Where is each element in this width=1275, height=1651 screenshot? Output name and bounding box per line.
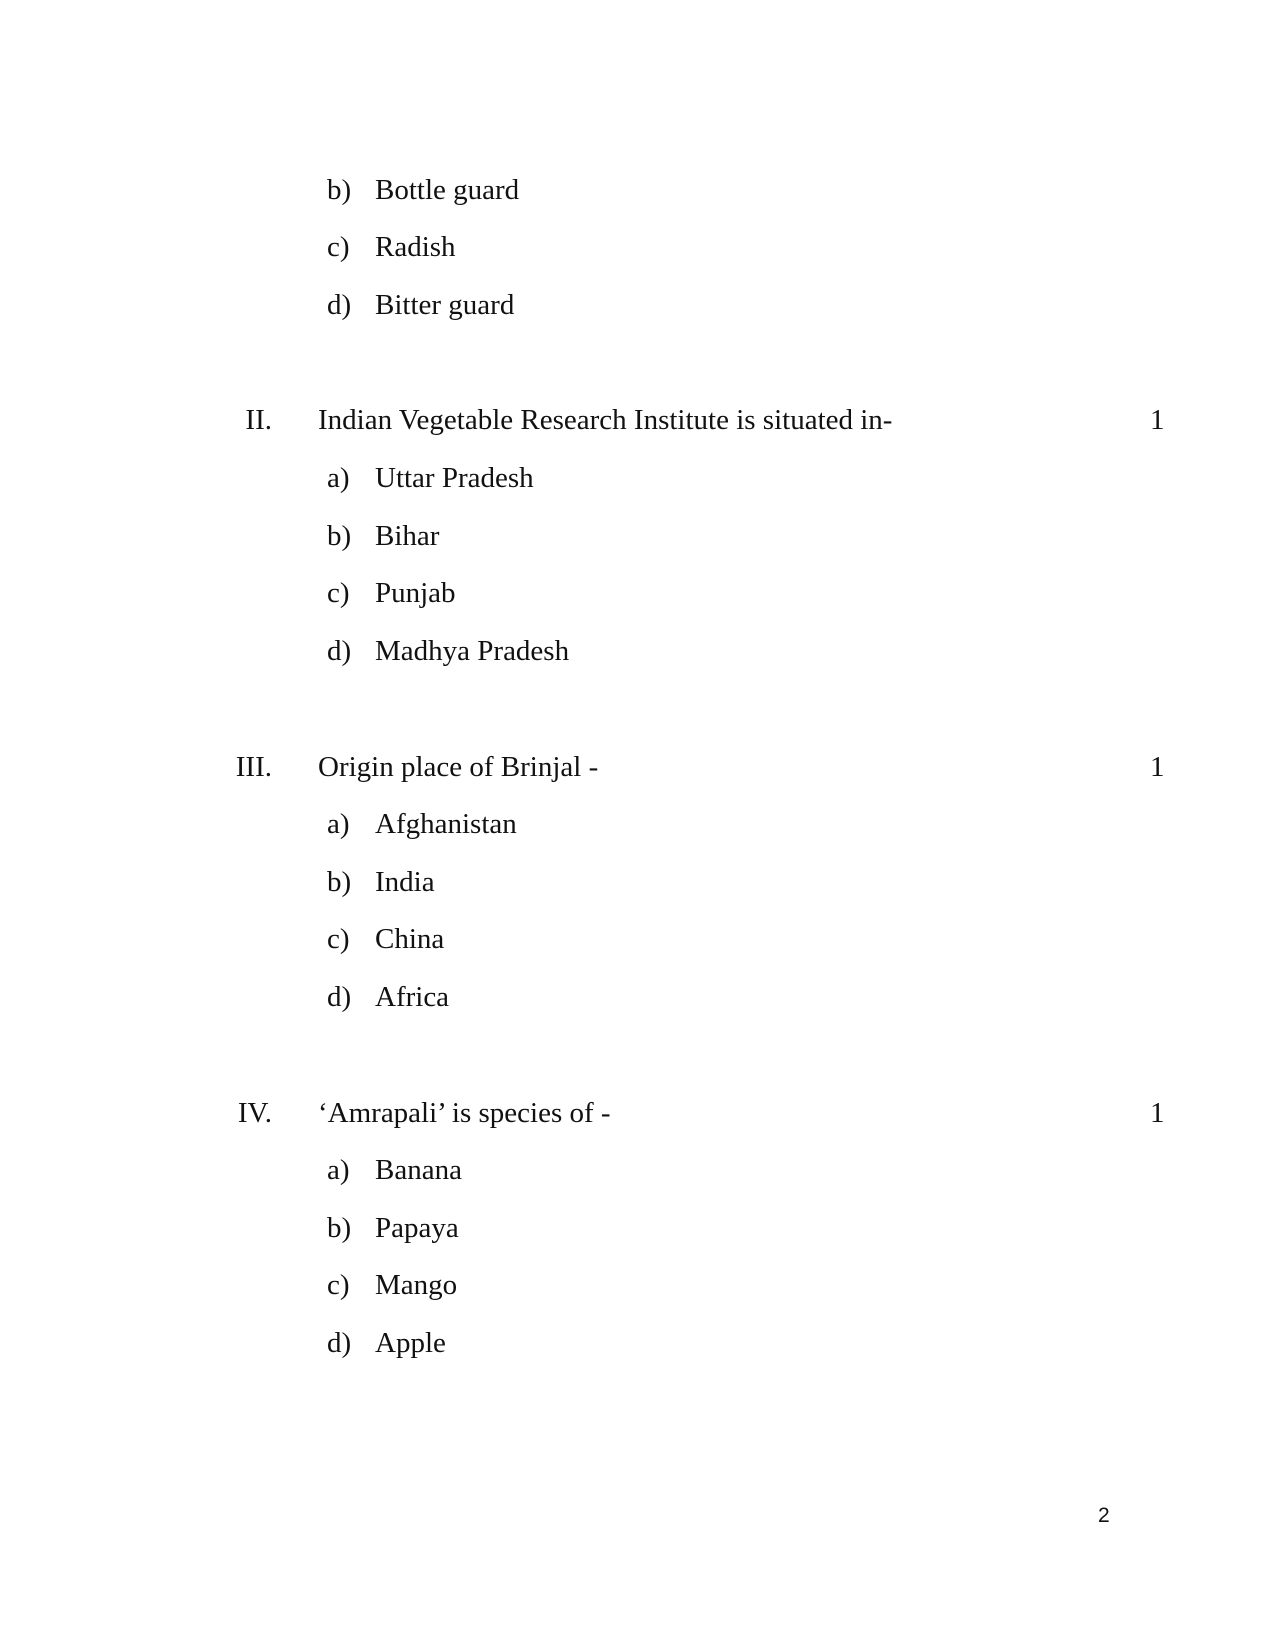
option-item xyxy=(327,1325,446,1361)
question-number: II. xyxy=(245,404,272,436)
option-text: Bottle guard xyxy=(375,174,520,206)
option-item xyxy=(327,1210,459,1246)
option-text: Banana xyxy=(375,1154,462,1186)
option-item xyxy=(327,864,435,900)
option-text: Radish xyxy=(375,231,456,263)
option-item xyxy=(327,1152,462,1188)
option-item xyxy=(327,1267,457,1303)
option-text: Uttar Pradesh xyxy=(375,462,534,494)
option-text: Mango xyxy=(375,1269,458,1301)
option-item xyxy=(327,575,456,611)
option-text: India xyxy=(375,866,435,898)
option-item xyxy=(327,633,569,669)
option-letter: b) xyxy=(327,866,352,898)
option-letter: b) xyxy=(327,174,352,206)
option-text: Apple xyxy=(375,1327,446,1359)
question-number: IV. xyxy=(237,1097,272,1129)
question-marks: 1 xyxy=(1150,751,1165,783)
question-marks: 1 xyxy=(1150,1097,1165,1129)
option-letter: d) xyxy=(327,1327,352,1359)
option-text: Madhya Pradesh xyxy=(375,635,570,667)
option-text: Afghanistan xyxy=(375,808,517,840)
option-text: China xyxy=(375,923,445,955)
option-letter: c) xyxy=(327,577,350,609)
option-letter: a) xyxy=(327,1154,350,1186)
option-letter: c) xyxy=(327,1269,350,1301)
option-text: Bitter guard xyxy=(375,289,515,321)
option-item xyxy=(327,921,444,957)
option-letter: c) xyxy=(327,923,350,955)
option-item xyxy=(327,979,449,1015)
option-item xyxy=(327,172,519,208)
option-letter: d) xyxy=(327,635,352,667)
question-text: Indian Vegetable Research Institute is situated in- xyxy=(318,404,893,436)
option-letter: b) xyxy=(327,520,352,552)
option-text: Papaya xyxy=(375,1212,459,1244)
page-number: 2 xyxy=(1098,1504,1110,1527)
option-item xyxy=(327,460,534,496)
question-text: ‘Amrapali’ is species of - xyxy=(318,1097,611,1129)
option-letter: b) xyxy=(327,1212,352,1244)
option-item xyxy=(327,229,456,265)
option-item xyxy=(327,287,514,323)
option-text: Punjab xyxy=(375,577,456,609)
option-letter: a) xyxy=(327,808,350,840)
question-text: Origin place of Brinjal - xyxy=(318,751,599,783)
option-letter: d) xyxy=(327,981,352,1013)
option-letter: c) xyxy=(327,231,350,263)
option-text: Africa xyxy=(375,981,450,1013)
question-number: III. xyxy=(235,751,272,783)
option-text: Bihar xyxy=(375,520,440,552)
option-letter: a) xyxy=(327,462,350,494)
option-item xyxy=(327,518,439,554)
question-marks: 1 xyxy=(1150,404,1165,436)
option-letter: d) xyxy=(327,289,352,321)
option-item xyxy=(327,806,517,842)
